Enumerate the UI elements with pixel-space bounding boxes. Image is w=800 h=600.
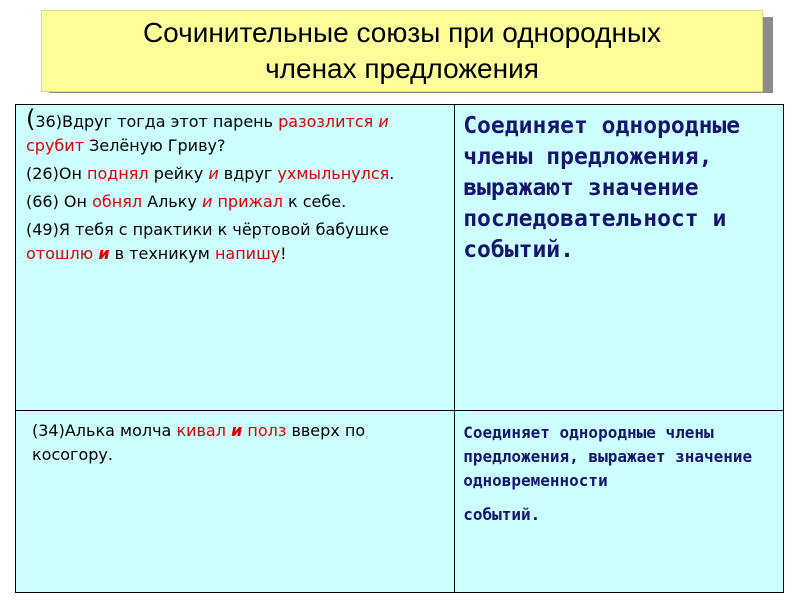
conjunctions-table xyxy=(15,104,784,593)
example-sentence xyxy=(26,218,446,266)
homogeneous-member: разозлится xyxy=(278,112,374,131)
text-segment: вдруг xyxy=(218,164,278,183)
conjunction: и xyxy=(378,112,389,131)
homogeneous-member: полз xyxy=(247,421,287,440)
homogeneous-member: обнял xyxy=(92,192,143,211)
examples-cell xyxy=(16,411,455,593)
example-list xyxy=(16,105,454,266)
text-segment: вверх по косогору. xyxy=(32,421,366,464)
homogeneous-member: ухмыльнулся xyxy=(277,164,390,183)
text-segment: Зелёную Гриву? xyxy=(84,136,226,155)
example-sentence xyxy=(26,190,446,214)
homogeneous-member: кивал xyxy=(176,421,226,440)
homogeneous-member: напишу xyxy=(214,244,281,263)
title-line-1: Сочинительные союзы при однородных xyxy=(142,17,662,48)
example-sentence xyxy=(32,419,446,467)
text-segment: . xyxy=(389,164,395,183)
conjunction: и xyxy=(208,164,219,183)
examples-cell xyxy=(16,105,455,411)
text-segment: (66) Он xyxy=(26,192,93,211)
homogeneous-member: прижал xyxy=(217,192,283,211)
conjunction: и xyxy=(98,244,110,263)
example-list xyxy=(16,411,454,467)
opening-paren: ( xyxy=(26,105,36,133)
conjunction: и xyxy=(231,421,243,440)
text-segment: в техникум xyxy=(109,244,215,263)
description-cell xyxy=(455,105,784,411)
table-row xyxy=(16,105,784,411)
homogeneous-member: отошлю xyxy=(26,244,94,263)
text-segment: (26)Он xyxy=(26,164,87,183)
conjunction: и xyxy=(201,192,213,211)
description-text xyxy=(455,411,783,527)
example-sentence xyxy=(26,162,446,186)
text-segment: Альку xyxy=(142,192,202,211)
text-segment: 36)Вдруг тогда этот парень xyxy=(35,112,279,131)
text-segment: рейку xyxy=(148,164,209,183)
homogeneous-member: поднял xyxy=(86,164,149,183)
description-text: Соединяет однородные члены предложения, выражают значение последовательност и событий. xyxy=(463,113,741,263)
description-last: событий. xyxy=(463,505,541,524)
title-line-2: членах предложения xyxy=(265,53,539,84)
text-segment: ! xyxy=(280,244,287,263)
text-segment: (34)Алька молча xyxy=(32,421,177,440)
description-cell xyxy=(455,411,784,593)
homogeneous-member: срубит xyxy=(26,136,85,155)
description-main: Соединяет однородные члены предложения, выражает значение одновременности xyxy=(463,423,753,490)
table-row xyxy=(16,411,784,593)
example-sentence xyxy=(26,107,446,158)
text-segment: (49)Я тебя с практики к чёртовой бабушке xyxy=(26,220,389,239)
slide-title xyxy=(41,10,763,92)
text-segment: к себе. xyxy=(282,192,347,211)
